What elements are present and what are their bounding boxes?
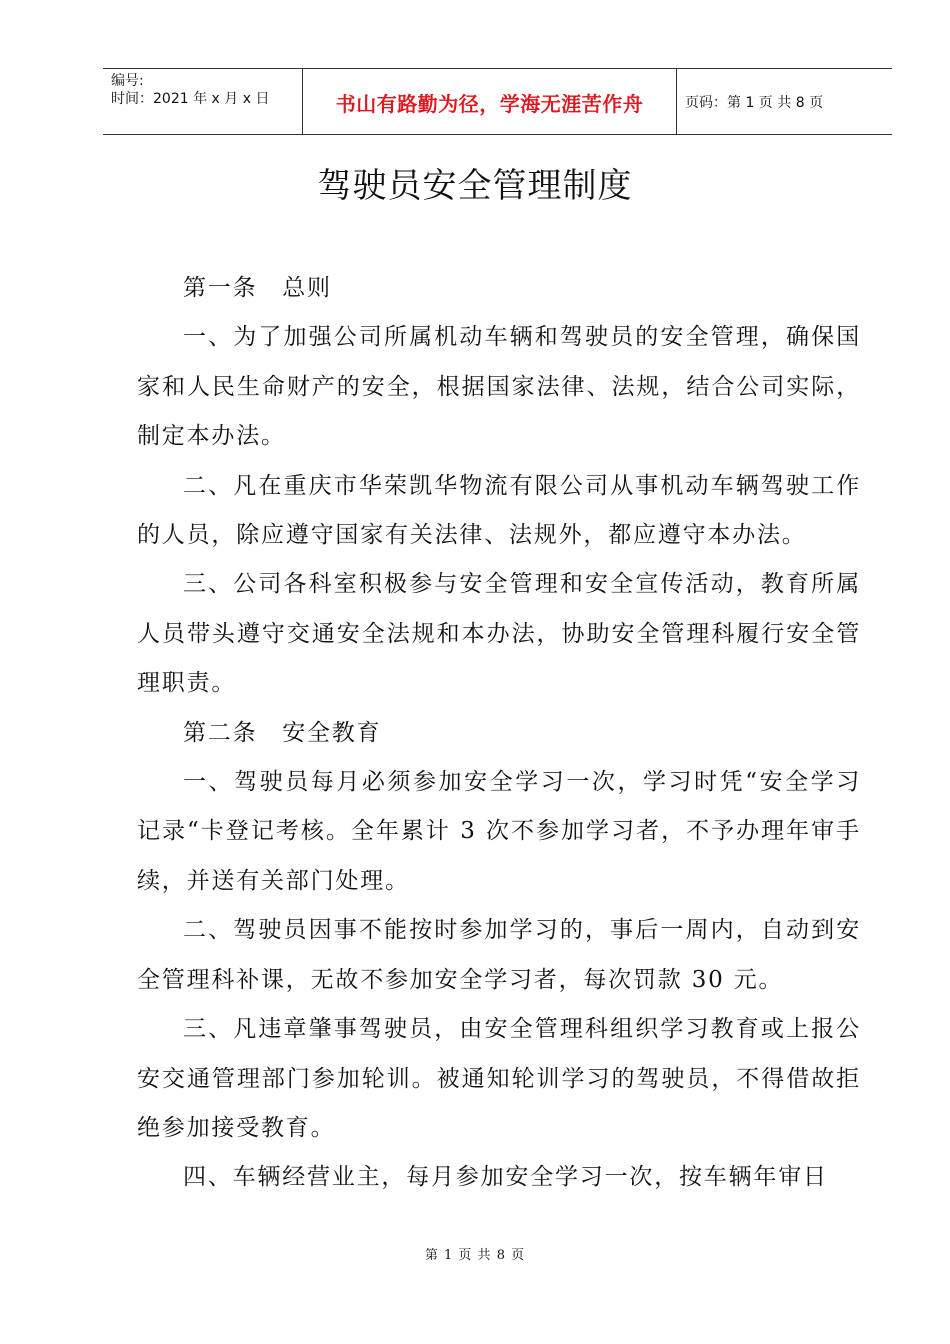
page-footer: 第 1 页 共 8 页 — [424, 1248, 526, 1263]
paragraph: 一、为了加强公司所属机动车辆和驾驶员的安全管理，确保国家和人民生命财产的安全，根据国家法律、法规，结合公司实际，制定本办法。 — [137, 324, 861, 450]
paragraph: 三、凡违章肇事驾驶员，由安全管理科组织学习教育或上报公安交通管理部门参加轮训。被通知轮训学习的驾驶员，不得借故拒绝参加接受教育。 — [137, 1016, 861, 1141]
section-heading: 第一条 总则 — [183, 275, 332, 301]
section-heading: 第二条 安全教育 — [183, 719, 382, 746]
document-body — [137, 264, 861, 1203]
paragraph: 四、车辆经营业主，每月参加安全学习一次，按车辆年审日 — [183, 1164, 828, 1191]
header-motto-cell — [303, 69, 677, 135]
code-label: 编号: — [111, 73, 144, 89]
paragraph: 一、驾驶员每月必须参加安全学习一次，学习时凭“安全学习记录“卡登记考核。全年累计 3 次不参加学习者，不予办理年审手续，并送有关部门处理。 — [137, 769, 861, 894]
page-header — [103, 68, 892, 135]
paragraph: 三、公司各科室积极参与安全管理和安全宣传活动，教育所属人员带头遵守交通安全法规和本办法，协助安全管理科履行安全管理职责。 — [137, 571, 861, 697]
document-title: 驾驶员安全管理制度 — [317, 166, 633, 206]
header-motto: 书山有路勤为径，学海无涯苦作舟 — [335, 91, 644, 116]
header-meta — [103, 69, 303, 135]
paragraph: 二、凡在重庆市华荣凯华物流有限公司从事机动车辆驾驶工作的人员，除应遵守国家有关法律、法规外，都应遵守本办法。 — [137, 472, 861, 549]
header-page-info-cell — [677, 69, 892, 135]
header-page-info: 页码：第 1 页 共 8 页 — [685, 95, 824, 111]
time-label: 时间：2021 年 x 月 x 日 — [111, 91, 270, 107]
paragraph: 二、驾驶员因事不能按时参加学习的，事后一周内，自动到安全管理科补课，无故不参加安全学习者，每次罚款 30 元。 — [137, 917, 861, 993]
